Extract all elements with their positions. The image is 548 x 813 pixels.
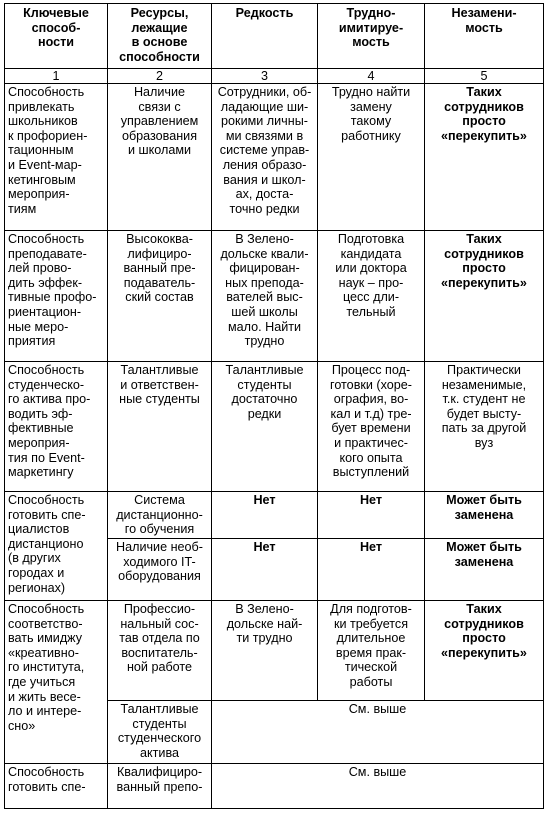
substitutability-cell: Таких сотрудников просто «перекупить» bbox=[425, 601, 544, 701]
resource-cell: Талантливые и ответствен- ные студенты bbox=[108, 362, 212, 492]
capability-cell: Способность готовить спе- bbox=[5, 764, 108, 809]
header-row bbox=[5, 4, 544, 69]
header-resources: Ресурсы, лежащие в основе способности bbox=[108, 4, 212, 69]
header-key-capabilities: Ключевые способ- ности bbox=[5, 4, 108, 69]
inimitability-cell: Нет bbox=[318, 492, 425, 539]
column-number: 4 bbox=[318, 69, 425, 84]
inimitability-cell: Трудно найти замену такому работнику bbox=[318, 84, 425, 231]
resource-cell: Высококва- лифициро- ванный пре- подаватель- ский состав bbox=[108, 231, 212, 362]
resource-cell: Наличие связи с управлением образования и школами bbox=[108, 84, 212, 231]
see-above-cell: См. выше bbox=[212, 764, 544, 809]
inimitability-cell: Подготовка кандидата или доктора наук – про- цесс дли- тельный bbox=[318, 231, 425, 362]
header-non-substitutability: Незамени- мость bbox=[425, 4, 544, 69]
table-row bbox=[5, 362, 544, 492]
inimitability-cell: Процесс под- готовки (хоре- ография, во- кал и т.д) тре- бует времени и практичес- кого опыта выступлений bbox=[318, 362, 425, 492]
resource-cell: Профессио- нальный сос- тав отдела по воспитатель- ной работе bbox=[108, 601, 212, 701]
rarity-cell: В Зелено- дольске квали- фицирован- ных препода- вателей выс- шей школы мало. Найти трудно bbox=[212, 231, 318, 362]
substitutability-cell: Таких сотрудников просто «перекупить» bbox=[425, 231, 544, 362]
rarity-cell: Нет bbox=[212, 539, 318, 601]
substitutability-cell: Может быть заменена bbox=[425, 492, 544, 539]
header-rarity: Редкость bbox=[212, 4, 318, 69]
table-row bbox=[5, 84, 544, 231]
inimitability-cell: Для подготов- ки требуется длительное время прак- тической работы bbox=[318, 601, 425, 701]
substitutability-cell: Может быть заменена bbox=[425, 539, 544, 601]
column-number: 5 bbox=[425, 69, 544, 84]
resource-cell: Талантливые студенты студенческого актива bbox=[108, 701, 212, 764]
table-row bbox=[5, 601, 544, 701]
substitutability-cell: Таких сотрудников просто «перекупить» bbox=[425, 84, 544, 231]
see-above-cell: См. выше bbox=[212, 701, 544, 764]
substitutability-cell: Практически незаменимые, т.к. студент не будет высту- пать за другой вуз bbox=[425, 362, 544, 492]
table-row bbox=[5, 764, 544, 809]
capability-cell: Способность студенческо- го актива про- водить эф- фективные мероприя- тия по Event- маркетингу bbox=[5, 362, 108, 492]
column-number-row bbox=[5, 69, 544, 84]
column-number: 1 bbox=[5, 69, 108, 84]
capability-cell: Способность соответство- вать имиджу «креативно- го института, где учиться и жить весе- ло и интере- сно» bbox=[5, 601, 108, 764]
rarity-cell: Нет bbox=[212, 492, 318, 539]
capability-cell: Способность преподавате- лей прово- дить эффек- тивные профо- риентацион- ные меро- приятия bbox=[5, 231, 108, 362]
inimitability-cell: Нет bbox=[318, 539, 425, 601]
resource-cell: Наличие необ- ходимого IT- оборудования bbox=[108, 539, 212, 601]
capability-cell: Способность привлекать школьников к профориен- тационным и Event-мар- кетинговым мероприя- тиям bbox=[5, 84, 108, 231]
rarity-cell: Талантливые студенты достаточно редки bbox=[212, 362, 318, 492]
resource-cell: Квалифициро- ванный препо- bbox=[108, 764, 212, 809]
table-row bbox=[5, 231, 544, 362]
resource-capabilities-table bbox=[4, 3, 544, 809]
capability-cell: Способность готовить спе- циалистов дистанционо (в других городах и регионах) bbox=[5, 492, 108, 601]
resource-cell: Система дистанционно- го обучения bbox=[108, 492, 212, 539]
table-row bbox=[5, 492, 544, 539]
rarity-cell: Сотрудники, об- ладающие ши- рокими личны- ми связями в системе управ- ления образо- вания и школ- ах, доста- точно редки bbox=[212, 84, 318, 231]
header-inimitability: Трудно- имитируе- мость bbox=[318, 4, 425, 69]
column-number: 3 bbox=[212, 69, 318, 84]
column-number: 2 bbox=[108, 69, 212, 84]
rarity-cell: В Зелено- дольске най- ти трудно bbox=[212, 601, 318, 701]
